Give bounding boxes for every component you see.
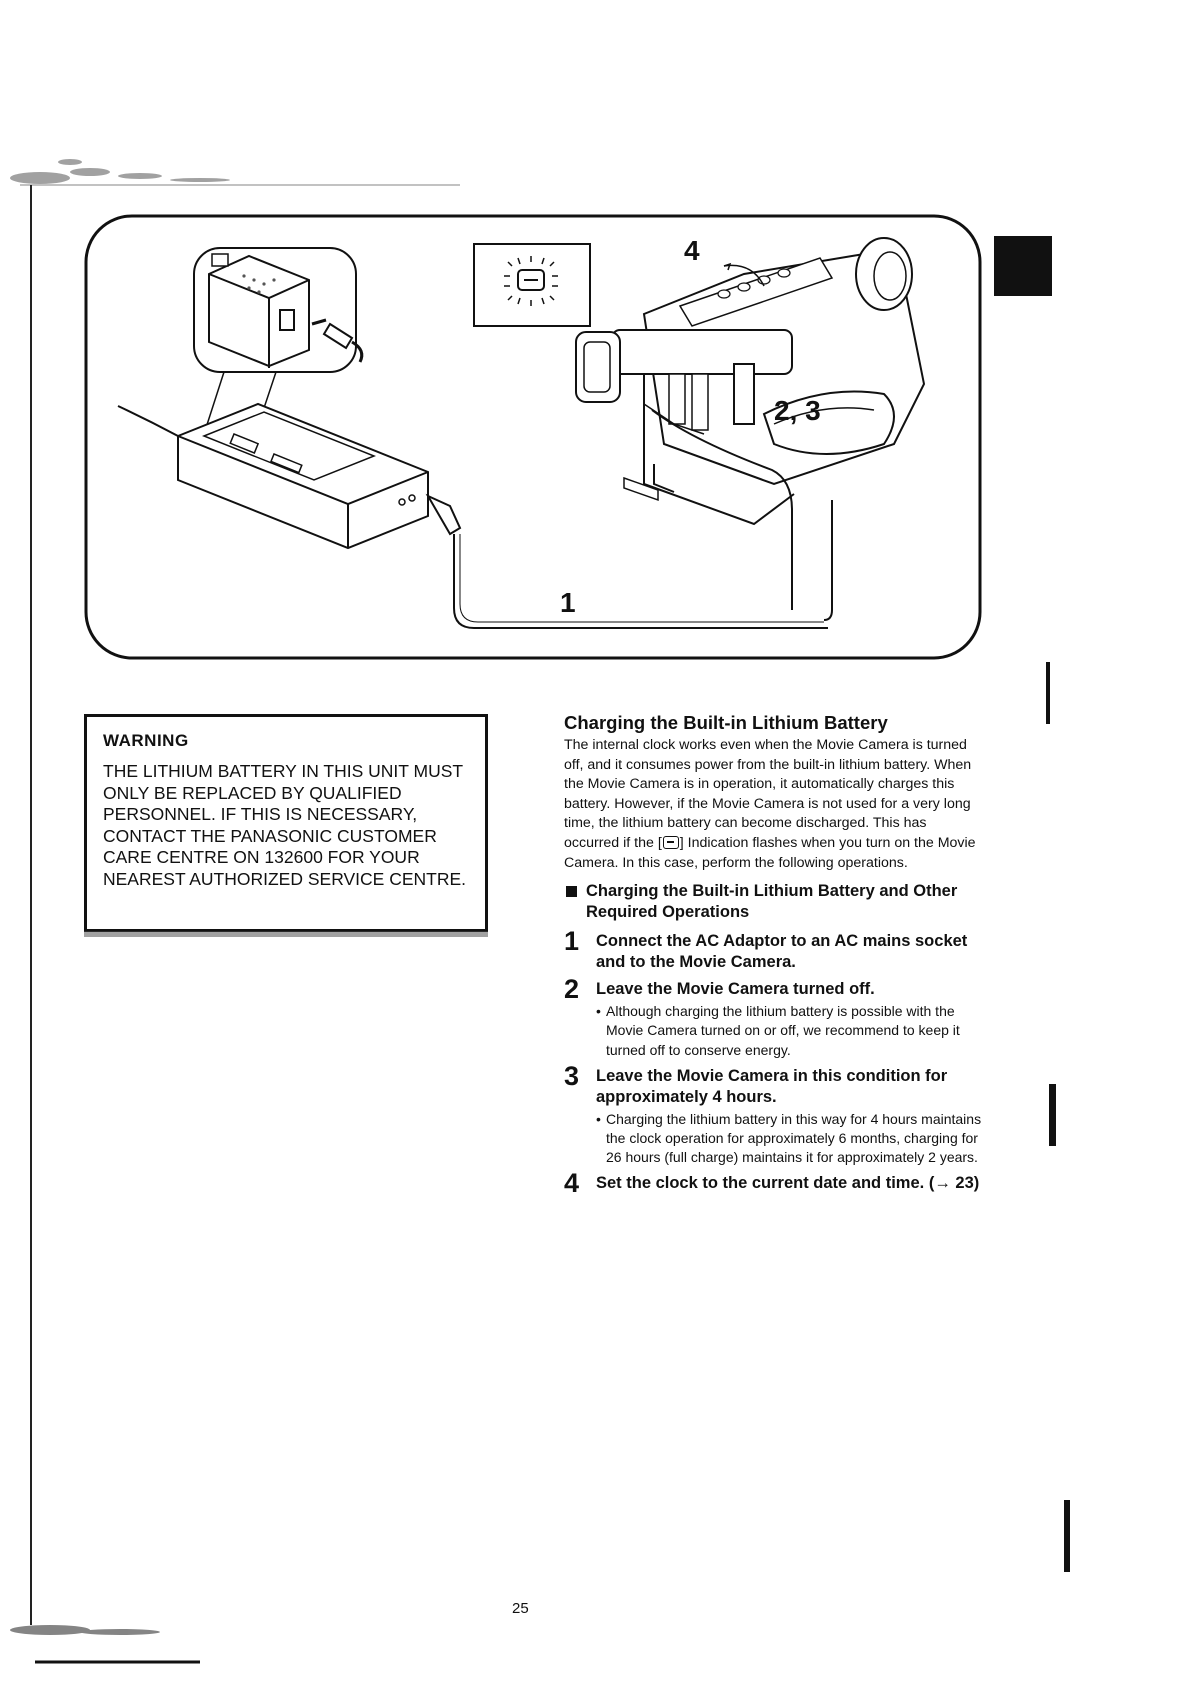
step-number: 2 (564, 974, 580, 1005)
page-number: 25 (512, 1600, 529, 1617)
lithium-battery-inline-icon (663, 836, 679, 849)
square-bullet-icon (566, 886, 577, 897)
step-title: Set the clock to the current date and time. (→ 23) (596, 1174, 980, 1193)
intro-text-before-icon: The internal clock works even when the Movie Camera is turned off, and it consumes power from the built-in lithium battery. When the Movie Camera is in operation, it automatically charges this battery. However, if the Movie Camera is not used for a very long time, the lithium battery can become discharged. This has occurred if the [ (564, 737, 972, 851)
callout-2-3: 2, 3 (774, 395, 821, 426)
instructions-column (564, 712, 984, 1200)
warning-heading: WARNING (103, 731, 189, 750)
step-note: • Although charging the lithium battery is possible with the Movie Camera turned on or off, we recommend to keep it turned off to conserve energy. (596, 1002, 984, 1060)
scan-smudge-bottom (0, 1610, 260, 1670)
step-number: 3 (564, 1060, 580, 1091)
step-number: 4 (564, 1168, 580, 1199)
step-3 (564, 1060, 984, 1168)
step-2 (564, 974, 984, 1060)
step-title: Connect the AC Adaptor to an AC mains socket and to the Movie Camera. (596, 932, 968, 972)
intro-paragraph (564, 736, 984, 873)
intro-text-after-icon: ] Indication flashes when you turn on the Movie Camera. In this case, perform the following operations. (564, 834, 976, 871)
scan-smudge-top (0, 140, 500, 200)
callout-4: 4 (684, 235, 700, 266)
step-title: Leave the Movie Camera turned off. (596, 980, 875, 999)
charging-illustration (84, 214, 982, 660)
margin-bar (1049, 1084, 1056, 1146)
step-note: • Charging the lithium battery in this way for 4 hours maintains the clock operation for approximately 6 months, charging for 26 hours (full charge) maintains it for approximately 2 years. (596, 1110, 984, 1168)
margin-bar (1046, 662, 1050, 724)
step-1 (564, 926, 984, 973)
step-number: 1 (564, 926, 580, 957)
step-title: Leave the Movie Camera in this condition for approximately 4 hours. (596, 1066, 948, 1106)
section-heading: Charging the Built-in Lithium Battery (564, 712, 888, 733)
warning-text: THE LITHIUM BATTERY IN THIS UNIT MUST ONLY BE REPLACED BY QUALIFIED PERSONNEL. IF THIS IS NECESSARY, CONTACT THE PANASONIC CUSTOMER CARE CENTRE ON 132600 FOR YOUR NEAREST AUTHORIZED SERVICE CENTRE. (103, 761, 467, 889)
procedure-subheading (564, 881, 984, 923)
procedure-subheading-text: Charging the Built-in Lithium Battery and Other Required Operations (586, 882, 958, 922)
margin-bar (1064, 1500, 1070, 1572)
warning-box (84, 714, 488, 932)
step-4 (564, 1168, 984, 1199)
scan-left-rule (30, 185, 32, 1625)
section-tab-marker (994, 236, 1052, 296)
lithium-battery-indicator-icon (474, 244, 590, 326)
callout-1: 1 (560, 587, 576, 618)
